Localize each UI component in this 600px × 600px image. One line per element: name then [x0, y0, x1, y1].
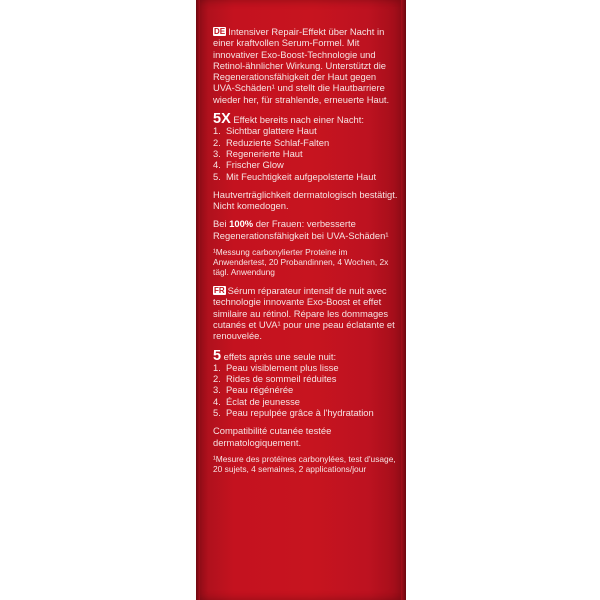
box-left-edge	[196, 0, 200, 600]
list-item	[213, 171, 399, 182]
list-item-number: 2.	[213, 373, 221, 385]
packaging-text-block	[213, 26, 399, 474]
de-intro-text: Intensiver Repair-Effekt über Nacht in einer kraftvollen Serum-Formel. Mit innovativer Exo-Boost-Technologie und Retinol-ähnlicher Wirkung. Unterstützt die Regenerationsfähigkeit der Haut gegen UVA-Schäden¹ und stellt die Hautbarriere wieder her, für strahlende, erneuerte Haut.	[213, 26, 390, 105]
list-item	[213, 159, 399, 170]
de-effects-heading	[213, 111, 399, 128]
list-item-text: Mit Feuchtigkeit aufgepolsterte Haut	[226, 170, 377, 182]
de-effects-big: 5X	[213, 111, 231, 128]
de-claim-percentage: 100%	[229, 218, 254, 230]
list-item-number: 4.	[213, 159, 221, 171]
de-claim-post: der Frauen: verbesserte Regenerationsfähigkeit bei UVA-Schäden¹	[213, 218, 389, 241]
list-item-number: 1.	[213, 361, 221, 373]
list-item-number: 5.	[213, 170, 221, 182]
list-item	[213, 148, 399, 159]
list-item-text: Éclat de jeunesse	[226, 395, 301, 407]
fr-intro-text: Sérum réparateur intensif de nuit avec technologie innovante Exo-Boost et effet similaire au rétinol. Répare les dommages cutanés et UVA¹ pour une peau éclatante et renouvelée.	[213, 285, 395, 342]
list-item-text: Reduzierte Schlaf-Falten	[226, 136, 330, 148]
de-footnote: ¹Messung carbonylierter Proteine im Anwendertest, 20 Probandinnen, 4 Wochen, 2x tägl. Anwendung	[213, 247, 389, 278]
list-item-text: Frischer Glow	[226, 159, 284, 171]
list-item-number: 1.	[213, 125, 221, 137]
fr-effects-heading-text: effets après une seule nuit:	[221, 350, 337, 362]
product-box-side-panel	[196, 0, 406, 600]
list-item-text: Peau régénérée	[226, 384, 294, 396]
list-item-text: Sichtbar glattere Haut	[226, 125, 317, 137]
de-claim	[213, 218, 399, 241]
list-item	[213, 384, 399, 395]
fr-intro-paragraph	[213, 285, 399, 341]
list-item	[213, 396, 399, 407]
list-item-number: 5.	[213, 407, 221, 419]
fr-effects-list	[213, 362, 399, 418]
list-item-number: 3.	[213, 147, 221, 159]
list-item-text: Peau visiblement plus lisse	[226, 361, 339, 373]
box-right-edge	[401, 0, 406, 600]
list-item-number: 3.	[213, 384, 221, 396]
fr-effects-big: 5	[213, 347, 222, 364]
de-effects-list	[213, 125, 399, 181]
list-item	[213, 137, 399, 148]
fr-footnote: ¹Mesure des protéines carbonylées, test d'usage, 20 sujets, 4 semaines, 2 applications/jour	[213, 453, 396, 474]
de-intro-paragraph	[213, 26, 399, 105]
fr-language-badge: FR	[214, 286, 225, 296]
fr-tolerance-text: Compatibilité cutanée testée dermatologiquement.	[213, 425, 332, 448]
list-item	[213, 407, 399, 418]
list-item-number: 4.	[213, 395, 221, 407]
fr-effects-heading	[213, 347, 399, 364]
de-claim-pre: Bei	[213, 218, 230, 230]
list-item-text: Rides de sommeil réduites	[226, 373, 337, 385]
list-item	[213, 373, 399, 384]
list-item-text: Peau repulpée grâce à l'hydratation	[226, 407, 374, 419]
list-item	[213, 362, 399, 373]
list-item	[213, 125, 399, 136]
de-effects-heading-text: Effekt bereits nach einer Nacht:	[230, 114, 364, 126]
de-tolerance-text: Hautverträglichkeit dermatologisch bestätigt. Nicht komedogen.	[213, 188, 398, 212]
de-language-badge: DE	[214, 27, 226, 36]
list-item-number: 2.	[213, 136, 221, 148]
list-item-text: Regenerierte Haut	[226, 147, 303, 159]
